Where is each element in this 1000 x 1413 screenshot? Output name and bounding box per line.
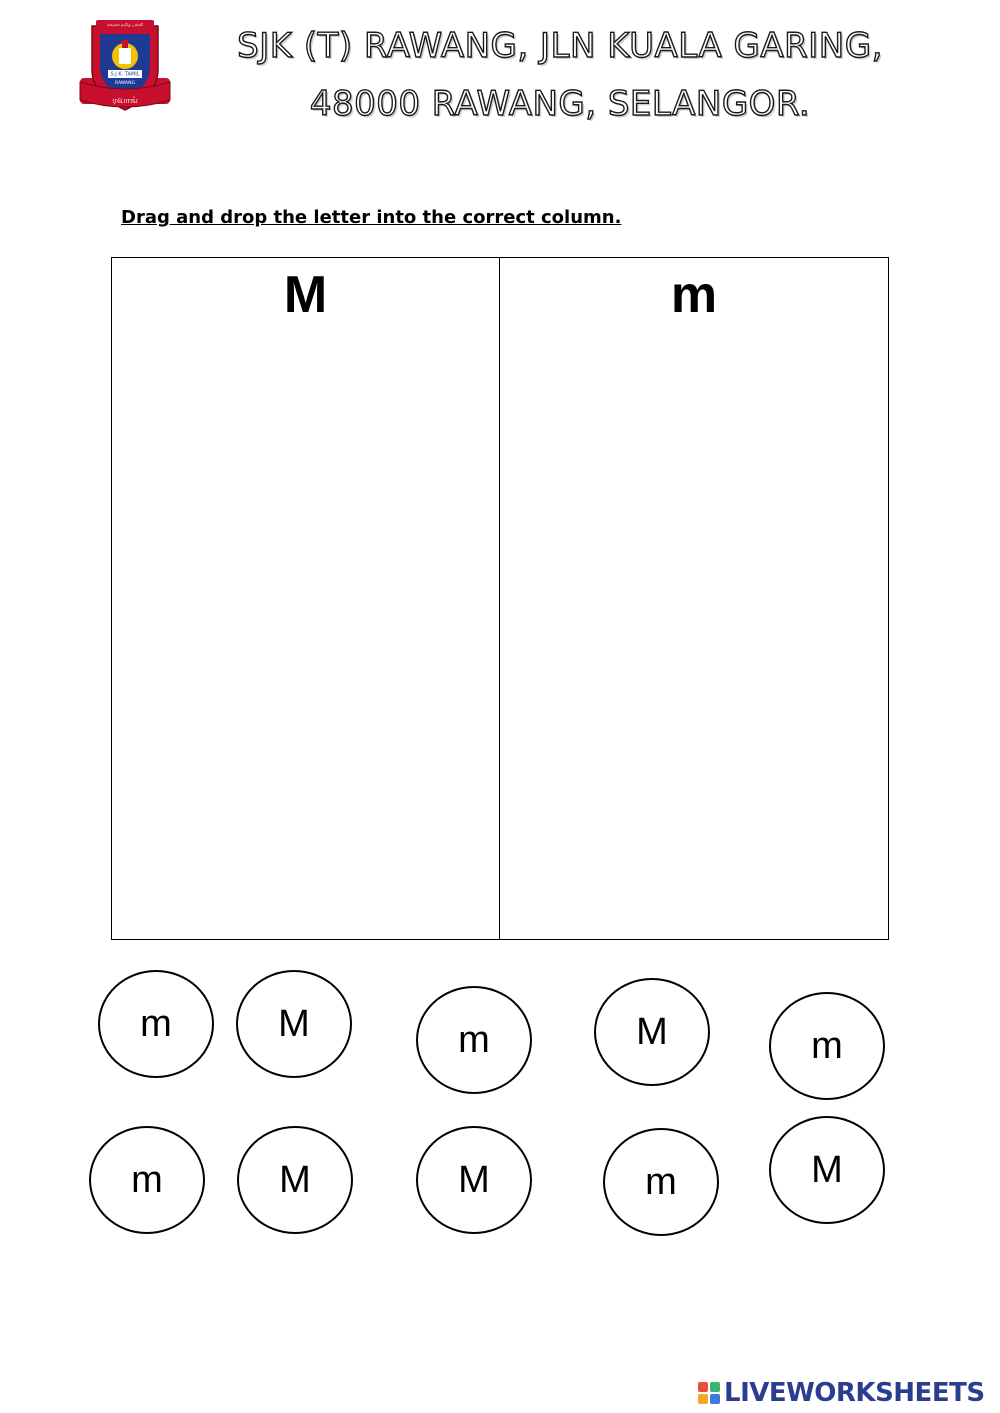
tile-letter: m — [131, 1158, 163, 1201]
letter-tile[interactable] — [769, 1116, 885, 1224]
drop-column-uppercase[interactable] — [112, 258, 500, 939]
school-logo — [78, 18, 172, 118]
svg-text:S.J.K. TAMIL: S.J.K. TAMIL — [110, 71, 140, 78]
school-name-line: SJK (T) RAWANG, JLN KUALA GARING, — [237, 26, 883, 66]
drop-column-lowercase[interactable] — [500, 258, 888, 939]
letter-tile[interactable] — [769, 992, 885, 1100]
instruction-text: Drag and drop the letter into the correct column. — [121, 207, 622, 228]
svg-text:எங்கள் தமிழ் பள்ளி: எங்கள் தமிழ் பள்ளி — [106, 22, 144, 27]
tile-letter: m — [458, 1018, 490, 1061]
letter-tile[interactable] — [89, 1126, 205, 1234]
svg-text:ரவாங்: ரவாங் — [112, 96, 138, 106]
svg-text:RAWANG: RAWANG — [115, 81, 135, 86]
school-address-line: 48000 RAWANG, SELANGOR. — [309, 84, 811, 124]
tile-letter: M — [458, 1158, 490, 1201]
sorting-table — [111, 257, 889, 940]
letter-tile[interactable] — [236, 970, 352, 1078]
liveworksheets-mark-icon — [698, 1382, 720, 1404]
column-heading-uppercase: M — [283, 266, 328, 324]
tile-letter: M — [278, 1002, 310, 1045]
tile-letter: m — [645, 1160, 677, 1203]
tile-letter: M — [636, 1010, 668, 1053]
column-heading-lowercase: m — [670, 266, 718, 324]
letter-tile[interactable] — [416, 986, 532, 1094]
tile-letter: m — [811, 1024, 843, 1067]
letter-tile[interactable] — [416, 1126, 532, 1234]
tile-letter: m — [140, 1002, 172, 1045]
letter-tile[interactable] — [98, 970, 214, 1078]
tile-letter: M — [811, 1148, 843, 1191]
liveworksheets-brand-text: LIVEWORKSHEETS — [724, 1378, 985, 1408]
letter-tile[interactable] — [594, 978, 710, 1086]
tile-letter: M — [279, 1158, 311, 1201]
liveworksheets-logo[interactable] — [698, 1378, 985, 1408]
letter-tile[interactable] — [603, 1128, 719, 1236]
letter-tile[interactable] — [237, 1126, 353, 1234]
